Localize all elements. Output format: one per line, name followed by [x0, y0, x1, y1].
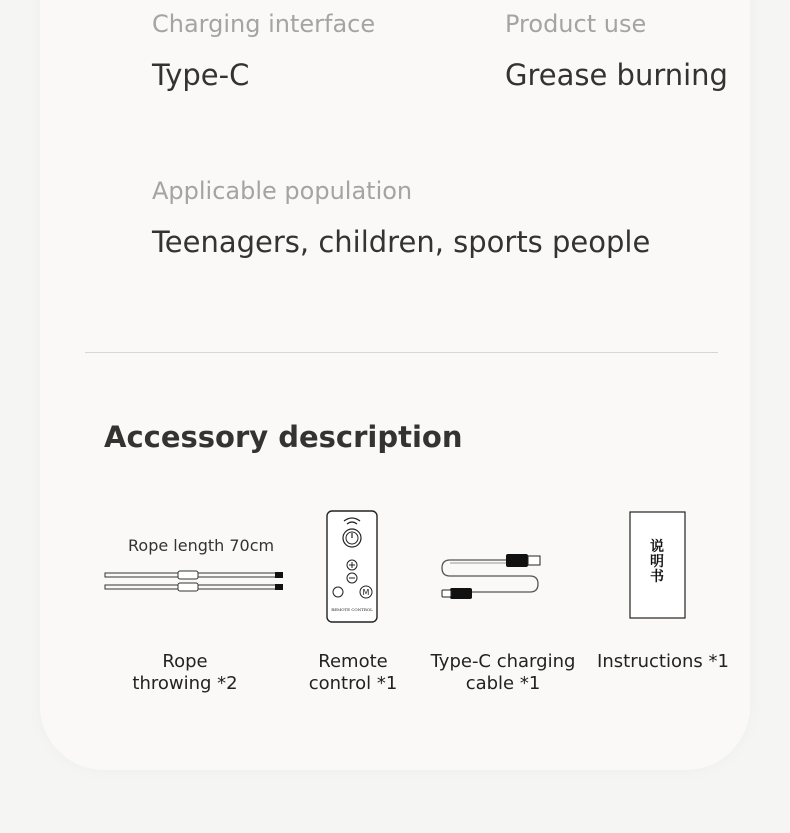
- product-use-value: Grease burning: [505, 58, 728, 92]
- charging-interface-label: Charging interface: [152, 10, 376, 38]
- accessory-caption-instructions: Instructions *1: [597, 651, 729, 672]
- population-label: Applicable population: [152, 177, 413, 205]
- product-use-label: Product use: [505, 10, 647, 38]
- rope-illustration: [100, 566, 290, 596]
- svg-text:M: M: [362, 588, 370, 597]
- remote-label-text: REMOTE CONTROL: [331, 607, 373, 612]
- accessory-caption-cable: Type-C charging cable *1: [430, 651, 576, 694]
- type-c-cable-illustration: [436, 548, 546, 604]
- population-value: Teenagers, children, sports people: [152, 225, 651, 259]
- charging-interface-value: Type-C: [152, 58, 250, 92]
- section-divider: [85, 352, 718, 353]
- accessory-title: Accessory description: [104, 420, 463, 454]
- accessory-caption-remote: Remote control *1: [308, 651, 398, 694]
- accessory-caption-rope: Rope throwing *2: [132, 651, 238, 694]
- remote-control-illustration: [326, 510, 378, 624]
- manual-cover-text: 说明书: [650, 539, 664, 585]
- rope-length-label: Rope length 70cm: [128, 536, 275, 555]
